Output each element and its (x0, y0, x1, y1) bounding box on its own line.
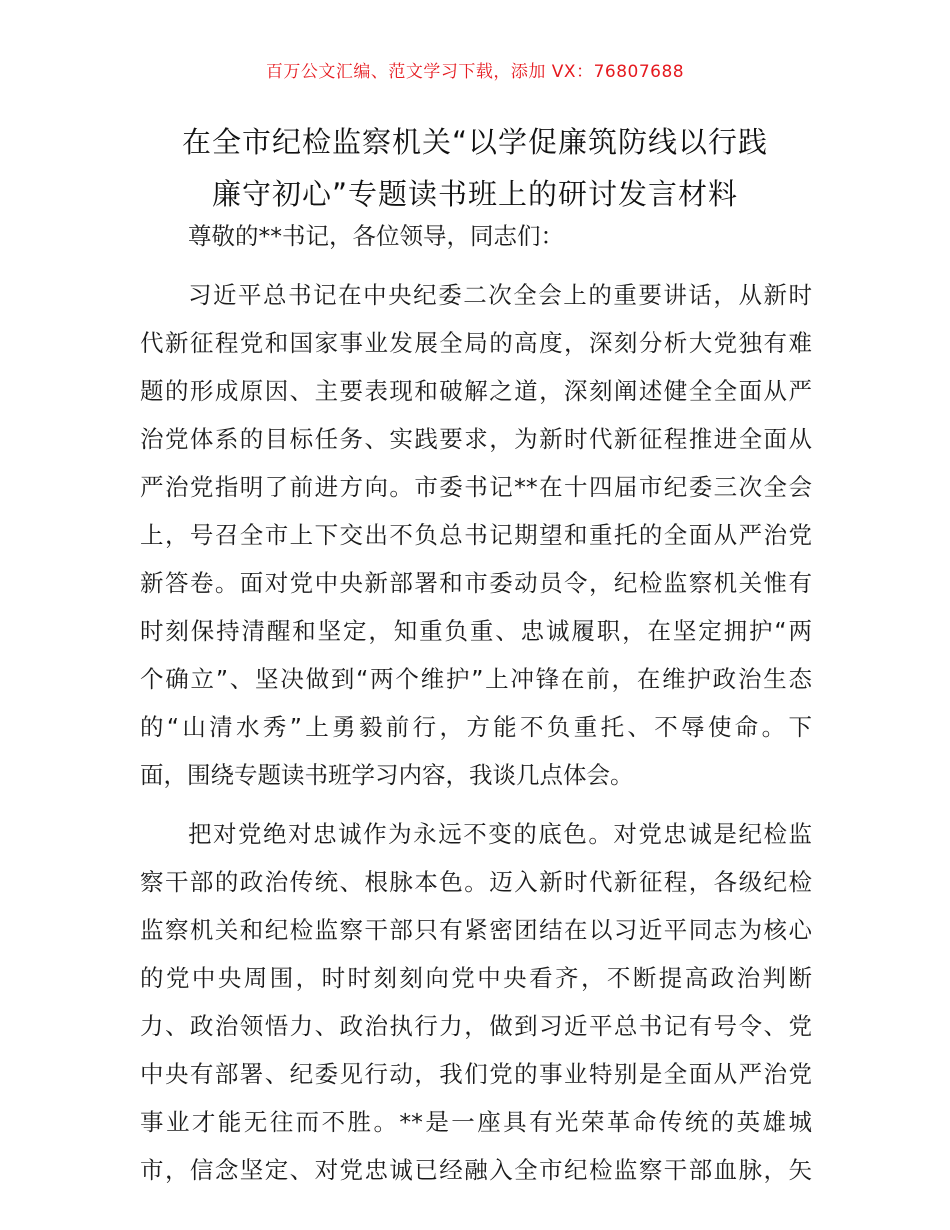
paragraph-1-line: 代新征程党和国家事业发展全局的高度，深刻分析大党独有难 (140, 329, 812, 357)
paragraph-1-line: 面，围绕专题读书班学习内容，我谈几点体会。 (140, 761, 634, 789)
paragraph-2-line: 事业才能无往而不胜。**是一座具有光荣革命传统的英雄城 (140, 1108, 812, 1136)
paragraph-1-line: 时刻保持清醒和坚定，知重负重、忠诚履职，在坚定拥护“两 (140, 617, 812, 645)
title-line-2: 廉守初心”专题读书班上的研讨发言材料 (211, 177, 739, 211)
document-body (140, 212, 812, 1194)
paragraph-2-line: 监察机关和纪检监察干部只有紧密团结在以习近平同志为核心 (140, 916, 812, 944)
paragraph-1-line: 上，号召全市上下交出不负总书记期望和重托的全面从严治党 (140, 521, 812, 549)
title-line-1: 在全市纪检监察机关“以学促廉筑防线以行践 (181, 125, 769, 159)
paragraph-2-line: 力、政治领悟力、政治执行力，做到习近平总书记有号令、党 (140, 1012, 812, 1040)
paragraph-2 (140, 810, 812, 1194)
header-watermark-note: 百万公文汇编、范文学习下载，添加 VX：76807688 (265, 62, 685, 82)
paragraph-2-line: 把对党绝对忠诚作为永远不变的底色。对党忠诚是纪检监 (188, 820, 812, 848)
paragraph-1-line: 题的形成原因、主要表现和破解之道，深刻阐述健全全面从严 (140, 377, 812, 405)
paragraph-2-line: 市，信念坚定、对党忠诚已经融入全市纪检监察干部血脉，矢 (140, 1156, 812, 1184)
paragraph-2-line: 察干部的政治传统、根脉本色。迈入新时代新征程，各级纪检 (140, 868, 812, 896)
paragraph-gap (140, 260, 812, 271)
paragraph-1 (140, 271, 812, 799)
paragraph-1-line: 治党体系的目标任务、实践要求，为新时代新征程推进全面从 (140, 425, 812, 453)
paragraph-1-line: 的“山清水秀”上勇毅前行，方能不负重托、不辱使命。下 (140, 713, 812, 741)
paragraph-1-line: 个确立”、坚决做到“两个维护”上冲锋在前，在维护政治生态 (140, 665, 812, 693)
paragraph-1-line: 习近平总书记在中央纪委二次全会上的重要讲话，从新时 (188, 281, 812, 309)
paragraph-2-line: 的党中央周围，时时刻刻向党中央看齐，不断提高政治判断 (140, 964, 812, 992)
document-title (130, 116, 820, 220)
paragraph-1-line: 严治党指明了前进方向。市委书记**在十四届市纪委三次全会 (140, 473, 812, 501)
paragraph-2-line: 中央有部署、纪委见行动，我们党的事业特别是全面从严治党 (140, 1060, 812, 1088)
paragraph-1-line: 新答卷。面对党中央新部署和市委动员令，纪检监察机关惟有 (140, 569, 812, 597)
salutation: 尊敬的**书记，各位领导，同志们： (188, 222, 564, 250)
paragraph-gap (140, 799, 812, 810)
